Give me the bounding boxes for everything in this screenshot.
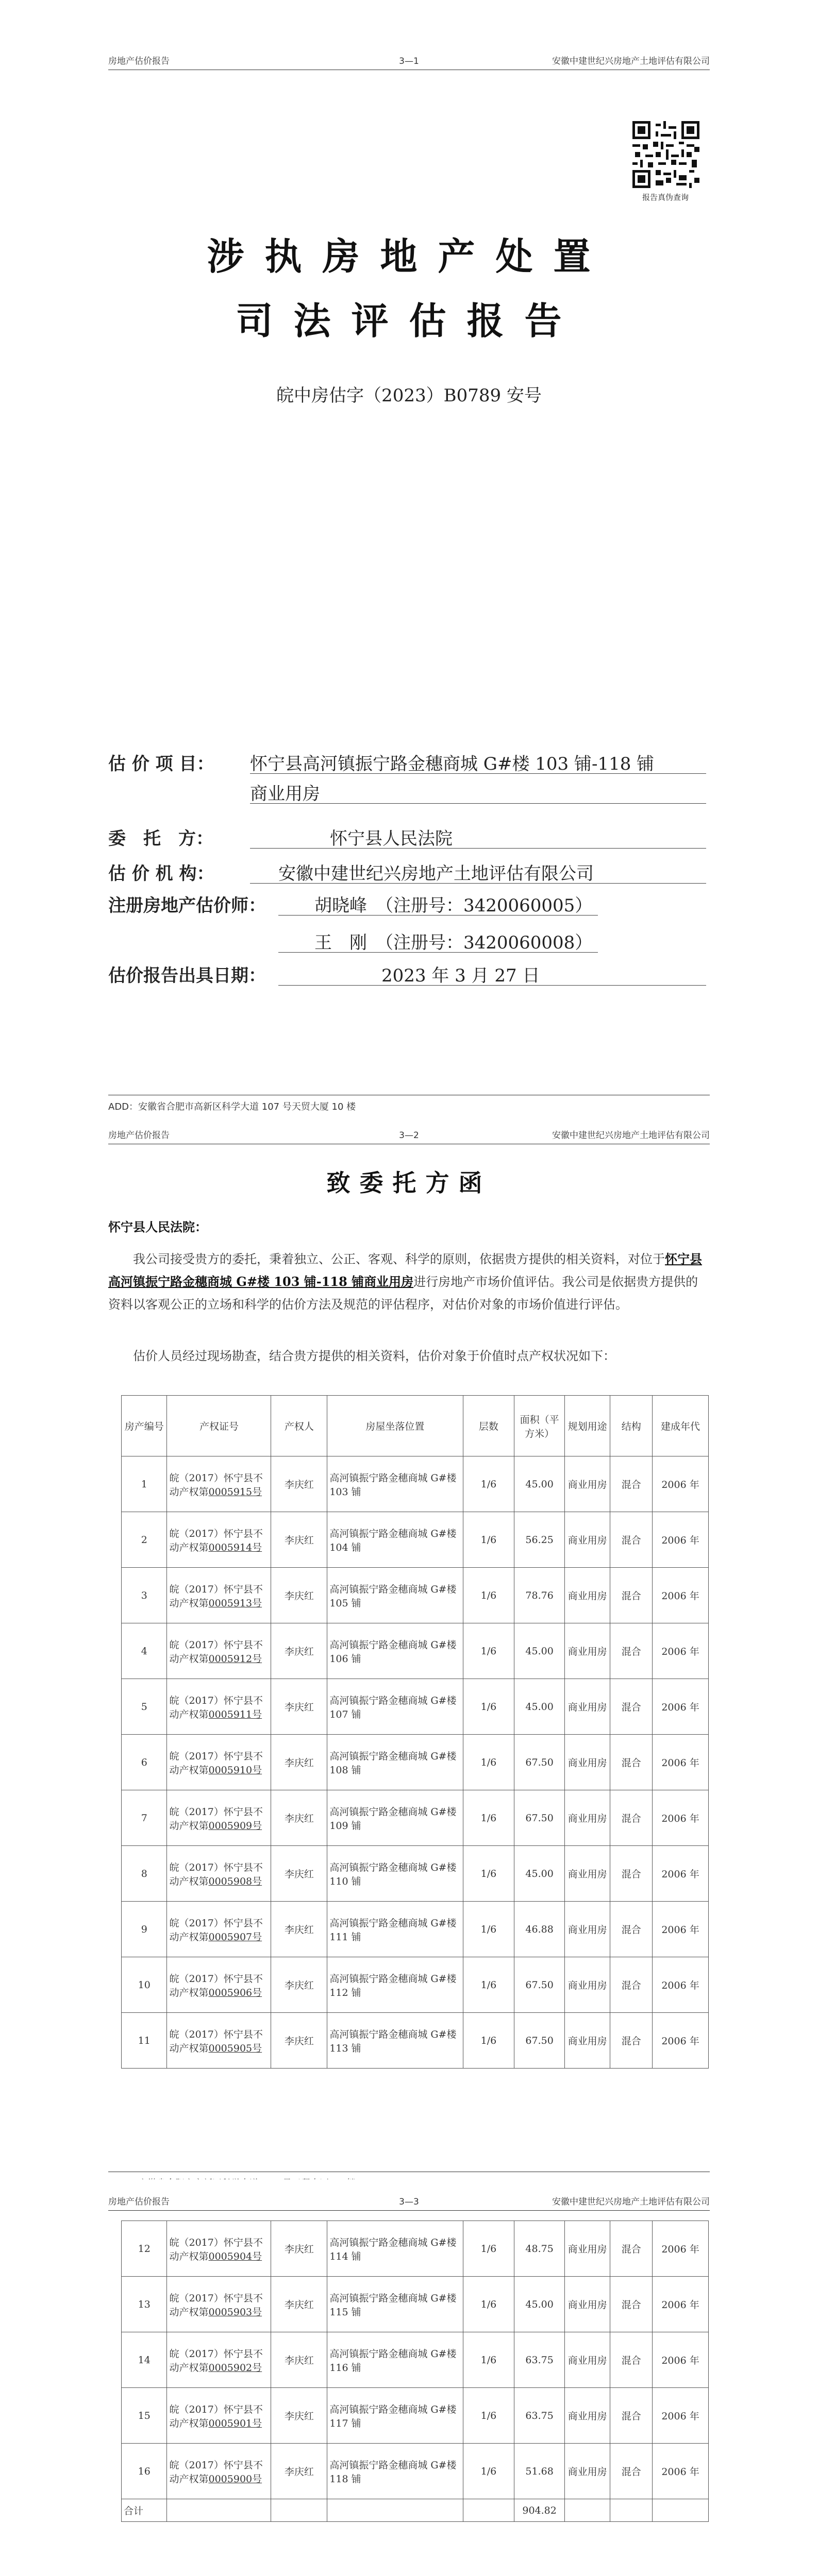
cell-owner: 李庆红: [271, 1902, 327, 1957]
date-value: 2023 年 3 月 27 日: [381, 965, 540, 986]
cell-floor: 1/6: [463, 1957, 514, 2013]
header-page-number: 3—2: [399, 1130, 419, 1141]
cell-cert: 皖（2017）怀宁县不动产权第0005908号: [167, 1846, 271, 1902]
cell-use: 商业用房: [564, 1957, 610, 2013]
client-label: 委 托 方：: [108, 828, 213, 849]
cell-location: 高河镇振宁路金穗商城 G#楼 103 铺: [327, 1456, 463, 1512]
cover-title-line2: 司法评估报告: [236, 299, 582, 343]
col-structure: 结构: [610, 1396, 653, 1456]
cell-location: 高河镇振宁路金穗商城 G#楼 108 铺: [327, 1735, 463, 1790]
cell-year: 2006 年: [653, 2221, 709, 2277]
client-value: 怀宁县人民法院: [330, 828, 453, 849]
cell-no: 5: [122, 1679, 167, 1735]
col-location: 房屋坐落位置: [327, 1396, 463, 1456]
cell-area: 45.00: [514, 1846, 565, 1902]
table-row: [122, 1902, 709, 1957]
p1-subject: 怀宁县高河镇振宁路金穗商城 G#楼 103 铺-118 铺商业用房: [108, 1251, 702, 1289]
cell-cert: 皖（2017）怀宁县不动产权第0005912号: [167, 1623, 271, 1679]
cell-structure: 混合: [610, 1735, 653, 1790]
col-use: 规划用途: [564, 1396, 610, 1456]
cell-no: 10: [122, 1957, 167, 2013]
cell-cert: 皖（2017）怀宁县不动产权第0005910号: [167, 1735, 271, 1790]
cell-owner: 李庆红: [271, 1568, 327, 1623]
col-year: 建成年代: [653, 1396, 709, 1456]
cell-structure: 混合: [610, 1456, 653, 1512]
cell-structure: 混合: [610, 2277, 653, 2332]
appraiser-row: [108, 891, 706, 953]
agency-row: [108, 859, 706, 885]
cell-location: 高河镇振宁路金穗商城 G#楼 109 铺: [327, 1790, 463, 1846]
table-row: [122, 1846, 709, 1902]
cell-no: 14: [122, 2332, 167, 2388]
project-row: [108, 750, 706, 806]
cell-year: 2006 年: [653, 1902, 709, 1957]
agency-value: 安徽中建世纪兴房地产土地评估有限公司: [278, 863, 594, 884]
project-label: 估 价 项 目：: [108, 754, 214, 774]
cell-no: 6: [122, 1735, 167, 1790]
cell-floor: 1/6: [463, 2332, 514, 2388]
cell-year: 2006 年: [653, 2388, 709, 2444]
header-right: 安徽中建世纪兴房地产土地评估有限公司: [552, 1130, 710, 1141]
cell-cert: 皖（2017）怀宁县不动产权第0005906号: [167, 1957, 271, 2013]
date-label: 估价报告出具日期：: [108, 965, 266, 986]
cell-structure: 混合: [610, 1790, 653, 1846]
p1-a: 我公司接受贵方的委托，秉着独立、公正、客观、科学的原则，依据贵方提供的相关资料，对位于: [133, 1252, 665, 1266]
cell-structure: 混合: [610, 2388, 653, 2444]
cell-floor: 1/6: [463, 1623, 514, 1679]
cell-structure: 混合: [610, 1957, 653, 2013]
col-area: 面积（平方米）: [514, 1396, 565, 1456]
cell-cert: 皖（2017）怀宁县不动产权第0005907号: [167, 1902, 271, 1957]
cell-year: 2006 年: [653, 1679, 709, 1735]
cell-owner: 李庆红: [271, 2332, 327, 2388]
cell-structure: 混合: [610, 1902, 653, 1957]
cell-cert: 皖（2017）怀宁县不动产权第0005914号: [167, 1512, 271, 1568]
client-row: [108, 824, 706, 850]
cell-area: 45.00: [514, 1623, 565, 1679]
cell-use: 商业用房: [564, 1679, 610, 1735]
cell-no: 9: [122, 1902, 167, 1957]
cell-no: 8: [122, 1846, 167, 1902]
cell-structure: 混合: [610, 2221, 653, 2277]
cell-structure: 混合: [610, 1846, 653, 1902]
cell-structure: 混合: [610, 1512, 653, 1568]
letter-paragraph-1: [108, 1248, 710, 1316]
cell-cert: 皖（2017）怀宁县不动产权第0005901号: [167, 2388, 271, 2444]
header-left: 房地产估价报告: [108, 2197, 170, 2207]
header-page-number: 3—1: [399, 56, 419, 66]
table-row: [122, 1957, 709, 2013]
cell-use: 商业用房: [564, 2388, 610, 2444]
header-page-number: 3—3: [399, 2197, 419, 2207]
cell-cert: 皖（2017）怀宁县不动产权第0005900号: [167, 2444, 271, 2499]
table-row: [122, 2277, 709, 2332]
cell-no: 3: [122, 1568, 167, 1623]
cell-no: 13: [122, 2277, 167, 2332]
salutation: 怀宁县人民法院：: [108, 1219, 207, 1234]
cell-structure: 混合: [610, 1568, 653, 1623]
cell-owner: 李庆红: [271, 1957, 327, 2013]
cell-year: 2006 年: [653, 1568, 709, 1623]
cell-location: 高河镇振宁路金穗商城 G#楼 113 铺: [327, 2013, 463, 2069]
cell-year: 2006 年: [653, 2332, 709, 2388]
agency-label: 估 价 机 构：: [108, 863, 214, 884]
table-header-row: [122, 1396, 709, 1456]
page-header: [108, 2190, 710, 2211]
cell-floor: 1/6: [463, 2444, 514, 2499]
cell-area: 67.50: [514, 1735, 565, 1790]
cell-location: 高河镇振宁路金穗商城 G#楼 104 铺: [327, 1512, 463, 1568]
cell-owner: 李庆红: [271, 1456, 327, 1512]
cell-year: 2006 年: [653, 1735, 709, 1790]
cell-use: 商业用房: [564, 2332, 610, 2388]
cell-cert: 皖（2017）怀宁县不动产权第0005904号: [167, 2221, 271, 2277]
cell-owner: 李庆红: [271, 1790, 327, 1846]
col-owner: 产权人: [271, 1396, 327, 1456]
table-row: [122, 2013, 709, 2069]
cell-owner: 李庆红: [271, 2277, 327, 2332]
cell-location: 高河镇振宁路金穗商城 G#楼 111 铺: [327, 1902, 463, 1957]
cell-owner: 李庆红: [271, 1512, 327, 1568]
cell-owner: 李庆红: [271, 1679, 327, 1735]
cell-area: 63.75: [514, 2388, 565, 2444]
table-row: [122, 2221, 709, 2277]
cell-area: 48.75: [514, 2221, 565, 2277]
cell-floor: 1/6: [463, 1456, 514, 1512]
cell-no: 4: [122, 1623, 167, 1679]
cell-year: 2006 年: [653, 1623, 709, 1679]
col-cert: 产权证号: [167, 1396, 271, 1456]
qr-code-icon[interactable]: [632, 121, 699, 188]
cell-location: 高河镇振宁路金穗商城 G#楼 114 铺: [327, 2221, 463, 2277]
table-total-row: [122, 2499, 709, 2522]
cell-no: 15: [122, 2388, 167, 2444]
cell-use: 商业用房: [564, 1456, 610, 1512]
cell-location: 高河镇振宁路金穗商城 G#楼 106 铺: [327, 1623, 463, 1679]
cell-structure: 混合: [610, 1679, 653, 1735]
cell-floor: 1/6: [463, 1790, 514, 1846]
cell-area: 78.76: [514, 1568, 565, 1623]
cell-use: 商业用房: [564, 2013, 610, 2069]
cell-cert: 皖（2017）怀宁县不动产权第0005911号: [167, 1679, 271, 1735]
cell-area: 46.88: [514, 1902, 565, 1957]
cell-location: 高河镇振宁路金穗商城 G#楼 107 铺: [327, 1679, 463, 1735]
header-left: 房地产估价报告: [108, 56, 170, 66]
table-row: [122, 1568, 709, 1623]
cell-floor: 1/6: [463, 1679, 514, 1735]
page-header: [108, 49, 710, 70]
header-right: 安徽中建世纪兴房地产土地评估有限公司: [552, 2197, 710, 2207]
table-row: [122, 1679, 709, 1735]
qr-caption: 报告真伪查询: [642, 193, 689, 202]
cell-floor: 1/6: [463, 1902, 514, 1957]
page-header: [108, 1123, 710, 1144]
header-left: 房地产估价报告: [108, 1130, 170, 1141]
cell-no: 12: [122, 2221, 167, 2277]
page-footer: ADD：安徽省合肥市高新区科学大道 107 号天贸大厦 10 楼: [108, 1095, 710, 1113]
cell-year: 2006 年: [653, 2277, 709, 2332]
table-row: [122, 1623, 709, 1679]
letter-page-continued: [0, 2179, 818, 2576]
cell-structure: 混合: [610, 1623, 653, 1679]
cell-use: 商业用房: [564, 1902, 610, 1957]
cell-floor: 1/6: [463, 1512, 514, 1568]
cell-use: 商业用房: [564, 2277, 610, 2332]
cell-use: 商业用房: [564, 2221, 610, 2277]
cell-location: 高河镇振宁路金穗商城 G#楼 115 铺: [327, 2277, 463, 2332]
cell-year: 2006 年: [653, 2013, 709, 2069]
cell-structure: 混合: [610, 2444, 653, 2499]
cell-year: 2006 年: [653, 1790, 709, 1846]
cover-title-line1: 涉执房地产处置: [207, 234, 611, 278]
cell-cert: 皖（2017）怀宁县不动产权第0005903号: [167, 2277, 271, 2332]
property-table: [121, 1395, 709, 2069]
cell-floor: 1/6: [463, 2388, 514, 2444]
cover-page: [0, 0, 818, 1112]
cell-floor: 1/6: [463, 2221, 514, 2277]
cell-no: 16: [122, 2444, 167, 2499]
header-right: 安徽中建世纪兴房地产土地评估有限公司: [552, 56, 710, 66]
cell-area: 45.00: [514, 2277, 565, 2332]
cell-year: 2006 年: [653, 1456, 709, 1512]
cell-floor: 1/6: [463, 2277, 514, 2332]
report-number: 皖中房估字（2023）B0789 安号: [276, 385, 542, 406]
col-no: 房产编号: [122, 1396, 167, 1456]
date-row: [108, 961, 706, 987]
cell-use: 商业用房: [564, 1735, 610, 1790]
col-floor: 层数: [463, 1396, 514, 1456]
cell-location: 高河镇振宁路金穗商城 G#楼 116 铺: [327, 2332, 463, 2388]
letter-paragraph-2: 估价人员经过现场勘查，结合贵方提供的相关资料，估价对象于价值时点产权状况如下：: [133, 1349, 615, 1363]
cell-structure: 混合: [610, 2013, 653, 2069]
appraiser-2: 王 刚 （注册号：3420060008）: [314, 933, 593, 953]
cell-floor: 1/6: [463, 1846, 514, 1902]
cell-owner: 李庆红: [271, 2444, 327, 2499]
cell-area: 45.00: [514, 1679, 565, 1735]
project-value-line1: 怀宁县高河镇振宁路金穗商城 G#楼 103 铺-118 铺: [250, 754, 655, 774]
project-value-line2: 商业用房: [250, 784, 320, 804]
cell-cert: 皖（2017）怀宁县不动产权第0005902号: [167, 2332, 271, 2388]
table-row: [122, 1512, 709, 1568]
cell-year: 2006 年: [653, 2444, 709, 2499]
appraiser-label: 注册房地产估价师：: [108, 895, 266, 916]
cell-use: 商业用房: [564, 1512, 610, 1568]
table-row: [122, 1735, 709, 1790]
appraiser-1: 胡晓峰 （注册号：3420060005）: [314, 895, 593, 916]
table-row: [122, 2388, 709, 2444]
total-label: 合计: [122, 2499, 167, 2522]
cell-floor: 1/6: [463, 1735, 514, 1790]
cell-area: 56.25: [514, 1512, 565, 1568]
cell-location: 高河镇振宁路金穗商城 G#楼 117 铺: [327, 2388, 463, 2444]
cell-owner: 李庆红: [271, 2388, 327, 2444]
cell-no: 1: [122, 1456, 167, 1512]
cell-floor: 1/6: [463, 2013, 514, 2069]
table-row: [122, 1790, 709, 1846]
cell-floor: 1/6: [463, 1568, 514, 1623]
cell-year: 2006 年: [653, 1846, 709, 1902]
cell-area: 45.00: [514, 1456, 565, 1512]
cell-owner: 李庆红: [271, 1623, 327, 1679]
cell-area: 51.68: [514, 2444, 565, 2499]
cell-use: 商业用房: [564, 1790, 610, 1846]
cell-owner: 李庆红: [271, 1846, 327, 1902]
p1-c: 进行房地产市场价值评估。我公司是依据贵方提供的资料以客观公正的立场和科学的估价方法及规范的评估程序，对估价对象的市场价值进行评估。: [108, 1275, 698, 1312]
cell-area: 67.50: [514, 1790, 565, 1846]
cell-location: 高河镇振宁路金穗商城 G#楼 118 铺: [327, 2444, 463, 2499]
cell-no: 7: [122, 1790, 167, 1846]
cell-no: 2: [122, 1512, 167, 1568]
cell-cert: 皖（2017）怀宁县不动产权第0005915号: [167, 1456, 271, 1512]
cell-location: 高河镇振宁路金穗商城 G#楼 105 铺: [327, 1568, 463, 1623]
cell-cert: 皖（2017）怀宁县不动产权第0005905号: [167, 2013, 271, 2069]
cell-structure: 混合: [610, 2332, 653, 2388]
property-table-continued: [121, 2221, 709, 2522]
cell-location: 高河镇振宁路金穗商城 G#楼 110 铺: [327, 1846, 463, 1902]
cell-owner: 李庆红: [271, 2013, 327, 2069]
cell-use: 商业用房: [564, 2444, 610, 2499]
table-row: [122, 2332, 709, 2388]
cell-use: 商业用房: [564, 1568, 610, 1623]
letter-page: [0, 1113, 818, 2169]
cell-area: 67.50: [514, 1957, 565, 2013]
letter-title: 致委托方函: [326, 1169, 492, 1197]
table-row: [122, 1456, 709, 1512]
table-row: [122, 2444, 709, 2499]
cell-cert: 皖（2017）怀宁县不动产权第0005913号: [167, 1568, 271, 1623]
cell-area: 63.75: [514, 2332, 565, 2388]
cell-cert: 皖（2017）怀宁县不动产权第0005909号: [167, 1790, 271, 1846]
cell-area: 67.50: [514, 2013, 565, 2069]
total-area: 904.82: [514, 2499, 565, 2522]
cell-use: 商业用房: [564, 1846, 610, 1902]
cell-use: 商业用房: [564, 1623, 610, 1679]
cell-year: 2006 年: [653, 1957, 709, 2013]
cell-location: 高河镇振宁路金穗商城 G#楼 112 铺: [327, 1957, 463, 2013]
cell-owner: 李庆红: [271, 2221, 327, 2277]
cell-no: 11: [122, 2013, 167, 2069]
cell-year: 2006 年: [653, 1512, 709, 1568]
cell-owner: 李庆红: [271, 1735, 327, 1790]
